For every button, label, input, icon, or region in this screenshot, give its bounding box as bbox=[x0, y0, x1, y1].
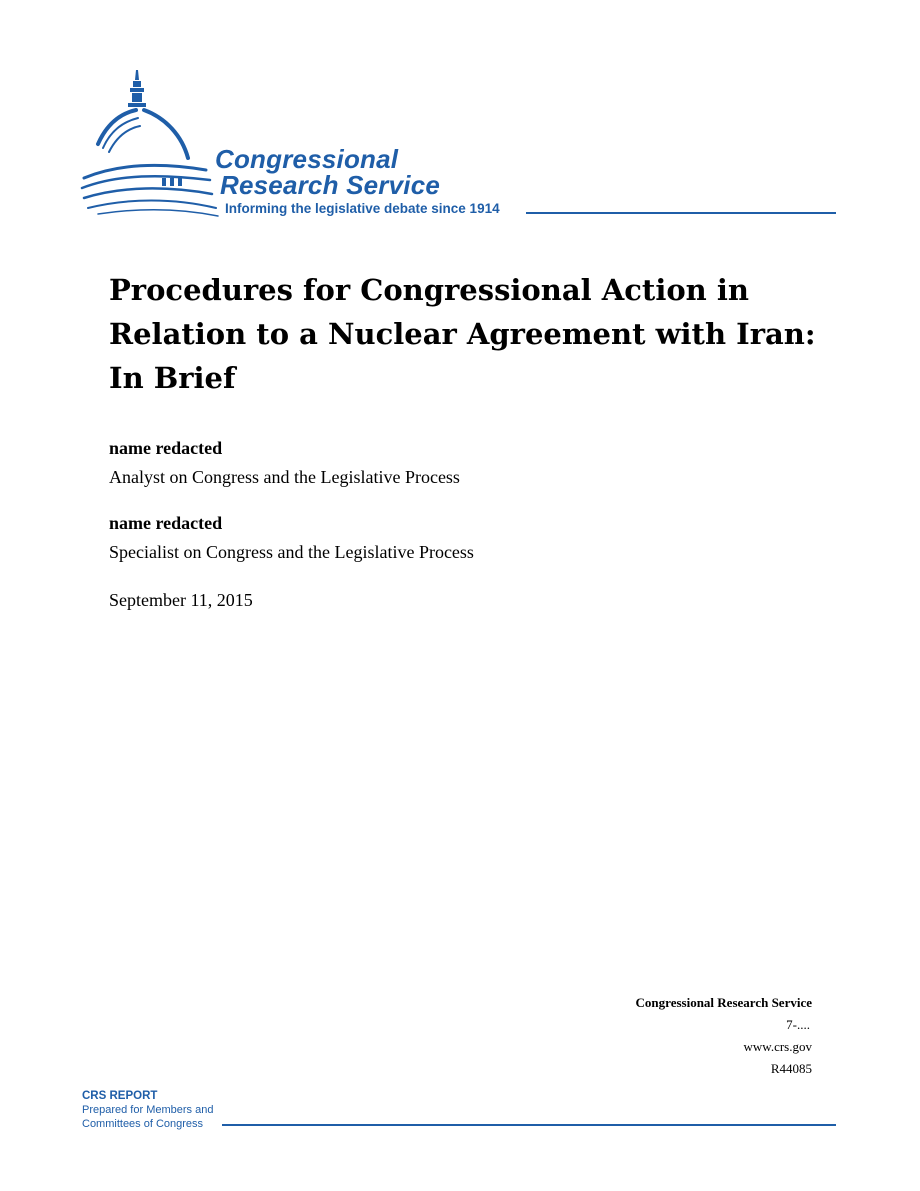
author-1-name: name redacted bbox=[109, 438, 223, 458]
crs-logo bbox=[78, 66, 838, 226]
footer-line2: Committees of Congress bbox=[82, 1118, 204, 1130]
report-number: R44085 bbox=[770, 1061, 812, 1076]
publisher-website[interactable]: www.crs.gov bbox=[743, 1039, 812, 1054]
footer-report-label: CRS REPORT bbox=[82, 1090, 158, 1102]
author-1-role: Analyst on Congress and the Legislative Process bbox=[109, 467, 460, 487]
crs-report-footer bbox=[82, 1089, 213, 1131]
author-2-role: Specialist on Congress and the Legislative Process bbox=[109, 542, 474, 562]
author-2-name: name redacted bbox=[109, 513, 223, 533]
brand-name-line2: Research Service bbox=[220, 170, 441, 200]
report-date: September 11, 2015 bbox=[109, 590, 253, 610]
capitol-dome-icon bbox=[78, 66, 228, 226]
brand-name-line1: Congressional bbox=[215, 144, 399, 174]
publisher-org: Congressional Research Service bbox=[635, 995, 812, 1010]
tagline-rule bbox=[526, 212, 836, 214]
brand-tagline: Informing the legislative debate since 1914 bbox=[225, 201, 500, 216]
publisher-phone: 7-.... bbox=[786, 1017, 810, 1032]
report-title: Procedures for Congressional Action in Relation to a Nuclear Agreement with Iran: In Brief bbox=[109, 273, 816, 395]
footer-rule bbox=[222, 1124, 836, 1126]
footer-line1: Prepared for Members and bbox=[82, 1104, 214, 1116]
publisher-info bbox=[636, 992, 812, 1080]
